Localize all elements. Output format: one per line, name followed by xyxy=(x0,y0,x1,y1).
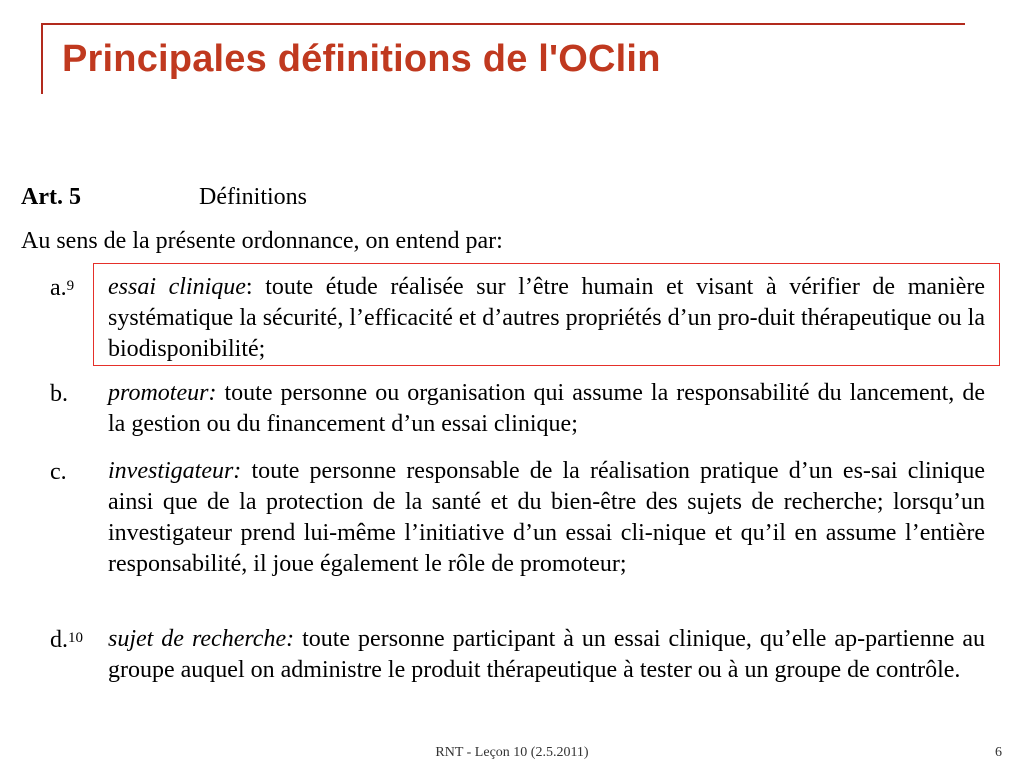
article-intro: Au sens de la présente ordonnance, on entend par: xyxy=(21,228,503,254)
title-frame-left-rule xyxy=(41,23,43,94)
title-frame-top-rule xyxy=(41,23,965,25)
footnote-ref: 10 xyxy=(68,630,83,646)
item-marker: d.$^{10}$ xyxy=(50,627,83,653)
item-marker: b. xyxy=(50,381,68,407)
article-title: Définitions xyxy=(199,184,307,210)
definition-text xyxy=(108,378,985,440)
article-heading xyxy=(21,184,307,211)
definition-body: toute personne participant à un essai clinique, qu’elle ap-partienne au groupe auquel on administre le produit thérapeutique à tester ou à un groupe de contrôle. xyxy=(108,626,986,683)
definition-body: toute personne ou organisation qui assume la responsabilité du lancement, de la gestion ou du financement d’un essai clinique; xyxy=(108,380,985,437)
definition-text xyxy=(108,272,985,365)
definition-body: toute personne responsable de la réalisation pratique d’un es-sai clinique ainsi que de la protection de la santé et du bien-être des sujets de recherche; lorsqu’un investigateur prend lui-même l’initiative d’un essai cli-nique et qu’il en assume l’entière responsabilité, il joue également le rôle de promoteur; xyxy=(108,458,985,577)
defined-term: essai clinique xyxy=(108,274,246,300)
item-marker: c. xyxy=(50,459,67,485)
defined-term: sujet de recherche: xyxy=(108,626,295,652)
definition-text xyxy=(108,624,985,686)
item-marker: a.$^9$ xyxy=(50,275,75,301)
page-number: 6 xyxy=(995,745,1002,760)
definition-text xyxy=(108,456,985,580)
article-number: Art. 5 xyxy=(21,184,81,210)
definition-body: : toute étude réalisée sur l’être humain et visant à vérifier de manière systématique la sécurité, l’efficacité et d’autres propriétés d’un pro-duit thérapeutique ou la biodisponibilité; xyxy=(108,274,985,362)
slide-footer: RNT - Leçon 10 (2.5.2011) xyxy=(435,745,589,760)
defined-term: investigateur: xyxy=(108,458,242,484)
defined-term: promoteur: xyxy=(108,380,217,406)
slide-title: Principales définitions de l'OClin xyxy=(62,38,661,80)
footnote-ref: 9 xyxy=(66,278,75,294)
